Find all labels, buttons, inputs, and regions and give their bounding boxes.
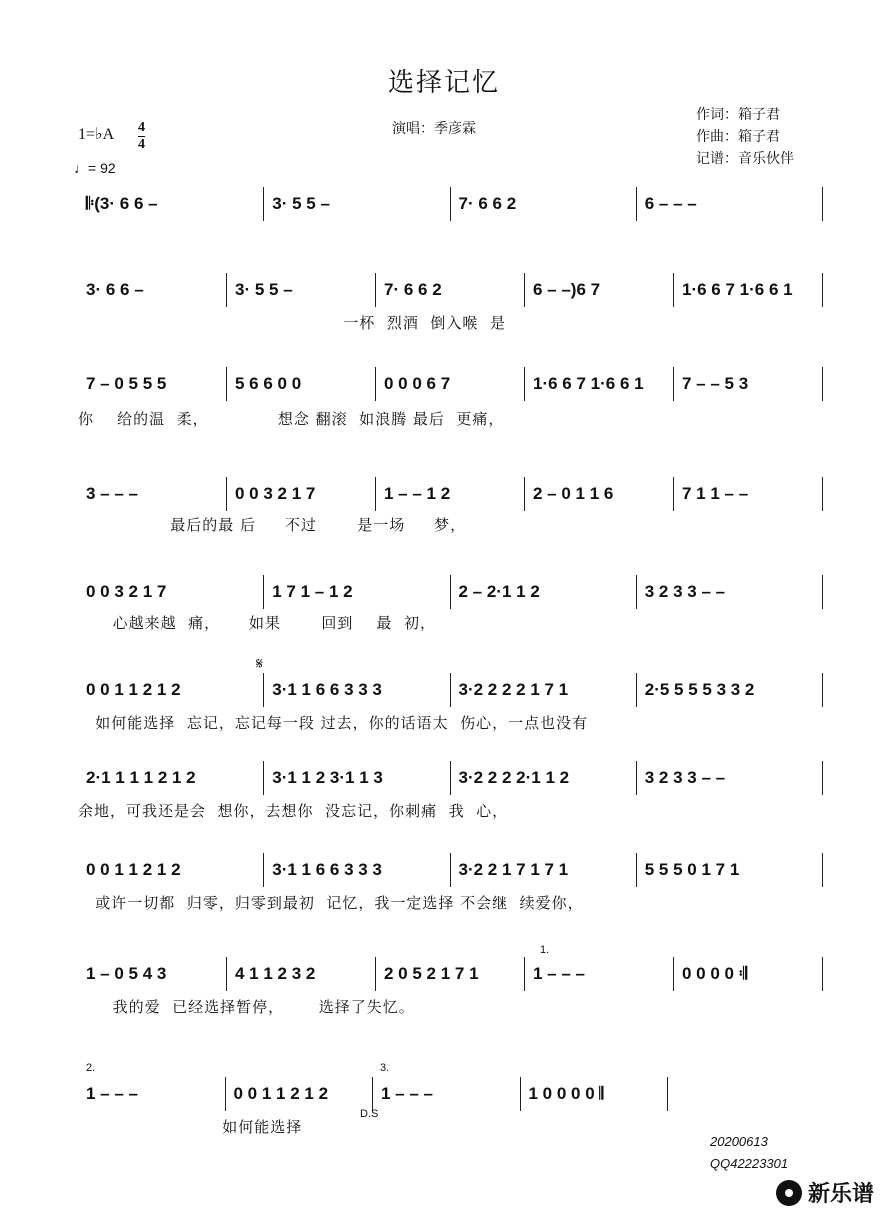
tempo-marking: ♩= 92	[74, 160, 116, 176]
volta-2: 2.	[86, 1062, 96, 1074]
measure: 4 1 1 2 3 2	[226, 957, 375, 991]
lyric-line: 一杯 烈酒 倒入喉 是	[78, 314, 506, 332]
footer-date: 20200613	[710, 1134, 768, 1149]
notation-line	[78, 482, 823, 506]
lyric-line: 余地，可我还是会 想你，去想你 没忘记，你刺痛 我 心，	[78, 802, 509, 820]
time-signature: 4 4	[138, 120, 145, 152]
volta-3: 3.	[380, 1062, 390, 1074]
measure: 5 6 6 0 0	[226, 367, 375, 401]
measure: 1 0 0 0 0 𝄂	[520, 1077, 669, 1111]
measure: 7· 6 6 2	[375, 273, 524, 307]
measure: 3· 5 5 –	[263, 187, 449, 221]
composer: 作曲：箱子君	[696, 129, 780, 145]
notation-line	[78, 858, 823, 882]
lyric-line: 我的爱 已经选择暂停， 选择了失忆。	[78, 998, 415, 1016]
page-title: 选择记忆	[387, 68, 500, 98]
dal-segno: D.S	[360, 1108, 379, 1120]
measure: 𝄆(3· 6 6 –	[86, 194, 158, 213]
measure: 2·5 5 5 5 3 3 2	[636, 673, 823, 707]
measure: 2 0 5 2 1 7 1	[375, 957, 524, 991]
measure: 0 0 3 2 1 7	[226, 477, 375, 511]
measure: 0 0 3 2 1 7	[86, 582, 167, 601]
lyric-line: 心越来越 痛， 如果 回到 最 初，	[78, 614, 436, 632]
measure: 7 – – 5 3	[673, 367, 823, 401]
measure: 0 0 1 1 2 1 2	[225, 1077, 373, 1111]
singer: 演唱：季彦霖	[392, 121, 476, 137]
measure: 3· 5 5 –	[226, 273, 375, 307]
measure: 0 0 0 0 𝄇	[673, 957, 823, 991]
brand-name: 新乐谱	[807, 1182, 874, 1207]
notation-line	[78, 962, 823, 986]
notation-line	[78, 580, 823, 604]
measure: 6 – – –	[636, 187, 823, 221]
measure: 3·2 2 1 7 1 7 1	[450, 853, 636, 887]
measure: 1 – – –	[372, 1077, 520, 1111]
measure: 2 – 2·1 1 2	[450, 575, 636, 609]
lyric-line: 或许一切都 归零，归零到最初 记忆，我一定选择 不会继 续爱你，	[78, 894, 584, 912]
measure: 2 – 0 1 1 6	[524, 477, 673, 511]
measure: 3·1 1 2 3·1 1 3	[263, 761, 449, 795]
measure: 3 2 3 3 – –	[636, 761, 823, 795]
lyric-line: 如何能选择 忘记，忘记每一段 过去，你的话语太 伤心，一点也没有	[78, 714, 589, 732]
music-disc-icon	[776, 1180, 802, 1206]
notation-line	[78, 1082, 668, 1106]
measure: 3 – – –	[86, 484, 138, 503]
measure: 2·1 1 1 1 2 1 2	[86, 768, 196, 787]
volta-1: 1.	[540, 944, 550, 956]
measure: 3· 6 6 –	[86, 280, 144, 299]
lyric-line: 如何能选择	[78, 1118, 303, 1136]
key-signature: 1=♭A	[78, 126, 115, 143]
measure: 3·2 2 2 2 1 7 1	[450, 673, 636, 707]
measure: 3·2 2 2 2·1 1 2	[450, 761, 636, 795]
measure: 1 7 1 – 1 2	[263, 575, 449, 609]
lyric-line: 你 给的温 柔， 想念 翻滚 如浪腾 最后 更痛，	[78, 410, 505, 428]
measure: 1 – – –	[86, 1084, 138, 1103]
measure: 0 0 1 1 2 1 2	[86, 860, 181, 879]
lyric-line: 最后的最 后 不过 是一场 梦，	[78, 516, 467, 534]
measure: 6 – –)6 7	[524, 273, 673, 307]
measure: 1·6 6 7 1·6 6 1	[673, 273, 823, 307]
measure: 3·1 1 6 6 3 3 3	[263, 673, 449, 707]
notation-line	[78, 192, 823, 216]
notation-line	[78, 372, 823, 396]
measure: 7 – 0 5 5 5	[86, 374, 167, 393]
measure: 1 – – –	[524, 957, 673, 991]
measure: 7 1 1 – –	[673, 477, 823, 511]
measure: 1 – – 1 2	[375, 477, 524, 511]
segno-sign: 𝄋	[256, 656, 263, 673]
measure: 0 0 0 6 7	[375, 367, 524, 401]
notation-line	[78, 278, 823, 302]
transcriber: 记谱：音乐伙伴	[696, 151, 794, 167]
measure: 7· 6 6 2	[450, 187, 636, 221]
notation-line	[78, 766, 823, 790]
measure: 0 0 1 1 2 1 2	[86, 680, 181, 699]
notation-line	[78, 678, 823, 702]
measure: 5 5 5 0 1 7 1	[636, 853, 823, 887]
footer-qq: QQ42223301	[710, 1156, 789, 1171]
measure: 1 – 0 5 4 3	[86, 964, 167, 983]
measure: 3·1 1 6 6 3 3 3	[263, 853, 449, 887]
measure: 1·6 6 7 1·6 6 1	[524, 367, 673, 401]
lyricist: 作词：箱子君	[696, 107, 780, 123]
measure: 3 2 3 3 – –	[636, 575, 823, 609]
brand-logo	[776, 1177, 874, 1208]
